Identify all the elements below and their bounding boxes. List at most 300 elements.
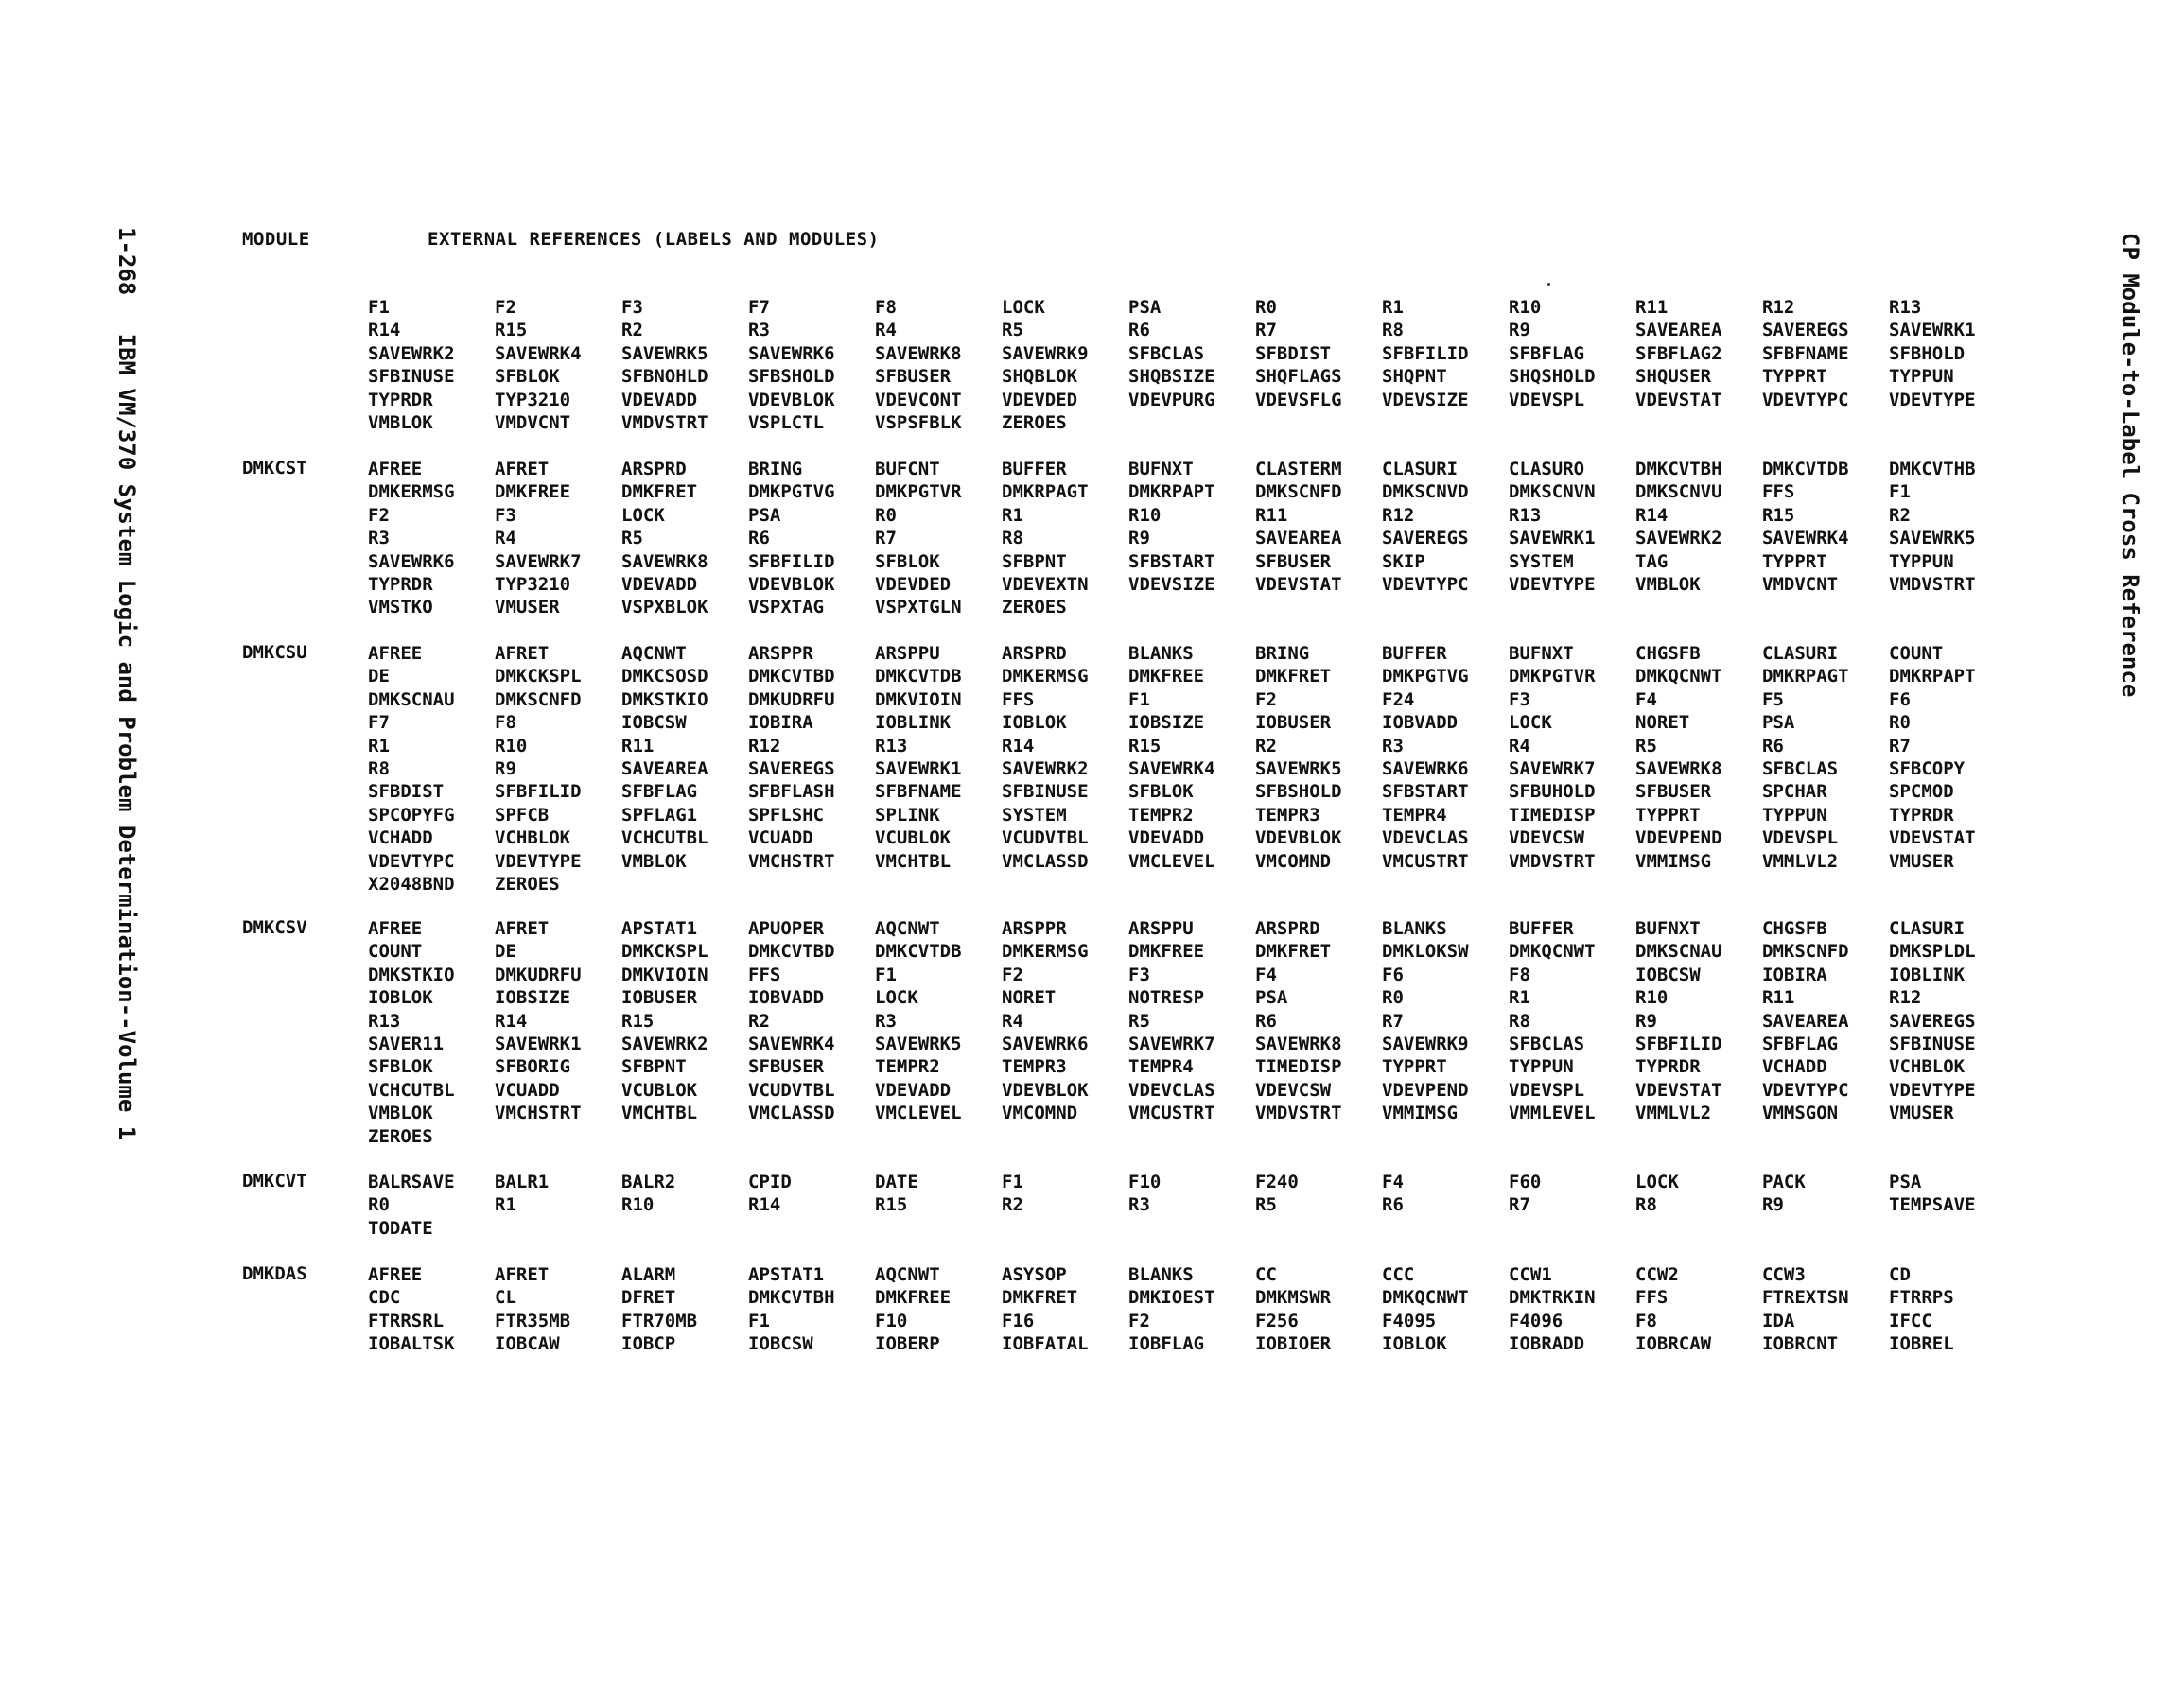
reference-label: SFBDIST [1255, 342, 1332, 364]
reference-label: F8 [1635, 1310, 1657, 1331]
reference-label: VCUBLOK [621, 1079, 698, 1101]
reference-label: R7 [1889, 735, 1911, 757]
reference-label: BUFFER [1002, 459, 1067, 479]
reference-label: TIMEDISP [1255, 1056, 1342, 1078]
reference-label: SFBFLAG [1762, 1033, 1839, 1054]
reference-label: R3 [875, 1010, 897, 1032]
reference-label: VDEVSIZE [1128, 573, 1215, 595]
reference-label: DMKSCNFD [495, 688, 582, 710]
reference-label: DMKCVTDB [875, 666, 962, 687]
reference-label: TYP3210 [495, 389, 571, 410]
reference-label: DMKQCNWT [1509, 941, 1596, 963]
reference-label: F2 [495, 297, 516, 318]
reference-label: AFRET [495, 1264, 550, 1285]
reference-label: R8 [368, 757, 390, 779]
reference-label: R4 [495, 528, 516, 549]
reference-label: TYPPRT [1762, 366, 1827, 388]
reference-label: SAVEWRK2 [1002, 757, 1089, 779]
reference-label: SFBSHOLD [1255, 781, 1342, 803]
reference-label: R3 [1128, 1194, 1150, 1216]
reference-label: SAVEWRK4 [748, 1033, 835, 1054]
reference-label: VDEVBLOK [748, 389, 835, 410]
reference-label: F10 [875, 1310, 908, 1331]
reference-label: R10 [621, 1194, 655, 1216]
reference-label: IOBSIZE [495, 987, 571, 1009]
reference-label: BUFFER [1382, 643, 1447, 664]
reference-label: DMKSCNFD [1762, 941, 1849, 963]
reference-label: ARSPRD [1002, 643, 1067, 664]
reference-label: R1 [1382, 297, 1404, 318]
reference-label: BALRSAVE [368, 1172, 455, 1192]
reference-label: IOBERP [875, 1333, 940, 1355]
reference-label: SFBLOK [875, 550, 940, 572]
reference-label: BRING [748, 459, 803, 479]
reference-label: VMCUSTRT [1128, 1103, 1215, 1124]
reference-label: R1 [1509, 987, 1530, 1009]
reference-label: VMDVSTRT [1889, 573, 1976, 595]
reference-label: R12 [1382, 504, 1415, 526]
reference-label: SAVEAREA [1635, 320, 1722, 341]
reference-label: FTR35MB [495, 1310, 571, 1331]
reference-label: VSPXTAG [748, 597, 825, 618]
reference-label: F3 [621, 297, 643, 318]
reference-label: SAVEREGS [1762, 320, 1849, 341]
reference-label: SFBSTART [1128, 550, 1215, 572]
reference-label: ZEROES [495, 873, 560, 895]
reference-label: VDEVSTAT [1889, 827, 1976, 849]
reference-label: F6 [1889, 688, 1911, 710]
reference-label: VDEVTYPC [1762, 1079, 1849, 1101]
reference-label: DMKQCNWT [1382, 1287, 1469, 1309]
reference-label: R8 [1635, 1194, 1657, 1216]
reference-label: CHGSFB [1635, 643, 1701, 664]
reference-label: BALR1 [495, 1172, 550, 1192]
reference-label: DMKQCNWT [1635, 666, 1722, 687]
reference-label: CCW1 [1509, 1264, 1552, 1285]
reference-label: IOBFLAG [1128, 1333, 1205, 1355]
reference-label: VDEVTYPC [368, 850, 455, 872]
reference-label: SYSTEM [1002, 804, 1067, 826]
reference-label: VMCLEVEL [1128, 850, 1215, 872]
reference-label: R14 [1635, 504, 1669, 526]
reference-label: TYPRDR [368, 389, 433, 410]
reference-label: VDEVBLOK [1002, 1079, 1089, 1101]
reference-label: DMKPGTVR [1509, 666, 1596, 687]
reference-label: R11 [1255, 504, 1288, 526]
reference-label: R0 [1255, 297, 1277, 318]
reference-label: VDEVADD [621, 389, 698, 410]
reference-label: VDEVCLAS [1128, 1079, 1215, 1101]
reference-label: TYPRDR [1635, 1056, 1701, 1078]
reference-label: IOBRADD [1509, 1333, 1585, 1355]
reference-label: SAVEAREA [1762, 1010, 1849, 1032]
reference-label: R13 [1509, 504, 1542, 526]
reference-label: SFBFLAG [621, 781, 698, 803]
reference-label: SAVEWRK7 [1509, 757, 1596, 779]
reference-label: VSPSFBLK [875, 411, 962, 433]
reference-label: DMKVIOIN [621, 964, 708, 985]
reference-label: FFS [1635, 1287, 1669, 1309]
reference-label: DMKFREE [1128, 941, 1205, 963]
reference-label: R9 [1635, 1010, 1657, 1032]
reference-label: R15 [495, 320, 528, 341]
reference-label: TODATE [368, 1217, 433, 1239]
reference-label: DATE [875, 1172, 918, 1192]
reference-label: DE [495, 941, 516, 963]
reference-label: VCUDVTBL [748, 1079, 835, 1101]
references-grid [368, 458, 2016, 619]
reference-label: FTRRPS [1889, 1287, 1954, 1309]
reference-label: BUFCNT [875, 459, 940, 479]
reference-label: DMKFRET [1255, 941, 1332, 963]
reference-label: TEMPR3 [1255, 804, 1320, 826]
reference-label: TYPPUN [1509, 1056, 1574, 1078]
reference-label: R0 [1382, 987, 1404, 1009]
reference-label: F10 [1128, 1172, 1162, 1192]
reference-label: ZEROES [368, 1125, 433, 1147]
reference-label: R5 [1002, 320, 1023, 341]
reference-label: R10 [495, 735, 528, 757]
reference-label: CCW3 [1762, 1264, 1806, 1285]
reference-label: VMBLOK [621, 850, 687, 872]
reference-label: SFBUHOLD [1509, 781, 1596, 803]
reference-label: BALR2 [621, 1172, 676, 1192]
reference-label: SFBNOHLD [621, 366, 708, 388]
book-title: IBM VM/370 System Logic and Problem Determination--Volume 1 [114, 333, 140, 1140]
reference-label: TYPRDR [1889, 804, 1954, 826]
reference-label: IOBREL [1889, 1333, 1954, 1355]
reference-label: SPCMOD [1889, 781, 1954, 803]
reference-label: VSPXBLOK [621, 597, 708, 618]
reference-label: IOBVADD [748, 987, 825, 1009]
reference-label: VMCHTBL [621, 1103, 698, 1124]
reference-label: VMDVCNT [495, 411, 571, 433]
reference-label: F4096 [1509, 1310, 1564, 1331]
reference-label: FTREXTSN [1762, 1287, 1849, 1309]
reference-label: VMBLOK [1635, 573, 1701, 595]
reference-label: R14 [495, 1010, 528, 1032]
reference-label: SFBFLAG2 [1635, 342, 1722, 364]
reference-label: VCUBLOK [875, 827, 952, 849]
reference-label: VMMIMSG [1382, 1103, 1459, 1124]
reference-label: VCUADD [748, 827, 813, 849]
reference-label: ASYSOP [1002, 1264, 1067, 1285]
reference-label: SFBINUSE [1002, 781, 1089, 803]
reference-label: CLASTERM [1255, 459, 1342, 479]
reference-label: SHQBLOK [1002, 366, 1078, 388]
reference-label: VCHADD [368, 827, 433, 849]
reference-label: SAVEWRK2 [1635, 528, 1722, 549]
reference-label: COUNT [1889, 643, 1944, 664]
reference-label: DMKTRKIN [1509, 1287, 1596, 1309]
reference-label: DMKCVTBD [748, 666, 835, 687]
module-name: DMKCSV [242, 917, 307, 938]
reference-label: AFREE [368, 918, 423, 939]
reference-label: DMKSTKIO [621, 688, 708, 710]
reference-label: DMKRPAPT [1889, 666, 1976, 687]
reference-label: IOBUSER [621, 987, 698, 1009]
reference-label: AFRET [495, 459, 550, 479]
reference-label: SYSTEM [1509, 550, 1574, 572]
reference-label: AQCNWT [621, 643, 687, 664]
reference-label: VDEVSPL [1509, 389, 1585, 410]
reference-label: R12 [1889, 987, 1922, 1009]
reference-label: DMKLOKSW [1382, 941, 1469, 963]
reference-label: SFBLOK [1128, 781, 1194, 803]
module-column-header: MODULE [242, 229, 310, 250]
reference-label: VDEVSPL [1509, 1079, 1585, 1101]
reference-label: DMKSPLDL [1889, 941, 1976, 963]
reference-label: F1 [368, 297, 390, 318]
reference-label: VMMLVL2 [1762, 850, 1839, 872]
reference-label: VDEVTYPE [495, 850, 582, 872]
reference-label: VMCOMND [1002, 1103, 1078, 1124]
reference-label: TYPPRT [1635, 804, 1701, 826]
reference-label: SAVEAREA [1255, 528, 1342, 549]
module-name: DMKCST [242, 458, 307, 478]
reference-label: NORET [1635, 712, 1690, 734]
reference-label: IOBRCNT [1762, 1333, 1839, 1355]
reference-label: DMKSTKIO [368, 964, 455, 985]
reference-label: VMDVSTRT [1509, 850, 1596, 872]
reference-label: SFBUSER [1255, 550, 1332, 572]
reference-label: SFBUSER [875, 366, 952, 388]
reference-label: DMKPGTVR [875, 481, 962, 503]
reference-label: AQCNWT [875, 1264, 940, 1285]
reference-label: VCUADD [495, 1079, 560, 1101]
reference-label: VMCOMND [1255, 850, 1332, 872]
reference-label: VMMIMSG [1635, 850, 1712, 872]
reference-label: IOBIOER [1255, 1333, 1332, 1355]
reference-label: SAVEWRK1 [1889, 320, 1976, 341]
reference-label: SFBLOK [495, 366, 560, 388]
reference-label: TYPPRT [1762, 550, 1827, 572]
reference-label: TEMPR2 [1128, 804, 1194, 826]
reference-label: R7 [875, 528, 897, 549]
reference-label: R7 [1509, 1194, 1530, 1216]
reference-label: ZEROES [1002, 411, 1067, 433]
reference-label: DMKCSOSD [621, 666, 708, 687]
reference-label: R13 [368, 1010, 401, 1032]
reference-label: R9 [495, 757, 516, 779]
reference-label: VDEVBLOK [748, 573, 835, 595]
reference-label: IOBCAW [495, 1333, 560, 1355]
reference-label: TYPPRT [1382, 1056, 1447, 1078]
reference-label: ARSPRD [1255, 918, 1320, 939]
reference-label: DMKMSWR [1255, 1287, 1332, 1309]
reference-label: F1 [1889, 481, 1911, 503]
reference-label: R6 [1762, 735, 1784, 757]
reference-label: BLANKS [1382, 918, 1447, 939]
reference-label: SHQBSIZE [1128, 366, 1215, 388]
reference-label: VMCLEVEL [875, 1103, 962, 1124]
reference-label: VDEVSTAT [1255, 573, 1342, 595]
reference-label: FFS [1762, 481, 1795, 503]
reference-label: DMKFREE [875, 1287, 952, 1309]
reference-label: SAVEWRK5 [1255, 757, 1342, 779]
reference-label: VDEVPURG [1128, 389, 1215, 410]
reference-label: LOCK [1509, 712, 1552, 734]
reference-label: F256 [1255, 1310, 1299, 1331]
reference-label: TEMPR3 [1002, 1056, 1067, 1078]
reference-label: R4 [1002, 1010, 1023, 1032]
reference-label: DMKSCNAU [368, 688, 455, 710]
reference-label: IOBLINK [875, 712, 952, 734]
reference-label: SPFLAG1 [621, 804, 698, 826]
reference-label: VMBLOK [368, 411, 433, 433]
reference-label: SHQUSER [1635, 366, 1712, 388]
reference-label: R9 [1762, 1194, 1784, 1216]
reference-label: VDEVSPL [1762, 827, 1839, 849]
reference-label: VSPLCTL [748, 411, 825, 433]
reference-label: R3 [368, 528, 390, 549]
reference-label: R11 [1762, 987, 1795, 1009]
reference-label: SFBDIST [368, 781, 445, 803]
reference-label: SAVEWRK1 [495, 1033, 582, 1054]
references-grid [368, 642, 2016, 896]
reference-label: IOBIRA [1762, 964, 1827, 985]
reference-label: F4 [1255, 964, 1277, 985]
reference-label: R10 [1635, 987, 1669, 1009]
reference-label: SHQPNT [1382, 366, 1447, 388]
reference-label: VDEVBLOK [1255, 827, 1342, 849]
reference-label: SFBCLAS [1762, 757, 1839, 779]
reference-label: SAVEWRK5 [875, 1033, 962, 1054]
reference-label: VCHADD [1762, 1056, 1827, 1078]
reference-label: DMKRPAPT [1128, 481, 1215, 503]
reference-label: AFRET [495, 643, 550, 664]
reference-label: SFBINUSE [368, 366, 455, 388]
reference-label: FTRRSRL [368, 1310, 445, 1331]
reference-label: R10 [1509, 297, 1542, 318]
reference-label: IOBFATAL [1002, 1333, 1089, 1355]
reference-label: TYPRDR [368, 573, 433, 595]
reference-label: R3 [748, 320, 770, 341]
reference-label: DMKUDRFU [495, 964, 582, 985]
reference-label: DMKPGTVG [1382, 666, 1469, 687]
reference-label: BUFFER [1509, 918, 1574, 939]
reference-label: VDEVDED [1002, 389, 1078, 410]
reference-label: FTR70MB [621, 1310, 698, 1331]
reference-label: DMKVIOIN [875, 688, 962, 710]
reference-label: AFREE [368, 459, 423, 479]
reference-label: VMCHSTRT [495, 1103, 582, 1124]
reference-label: VMCUSTRT [1382, 850, 1469, 872]
reference-label: SAVEWRK9 [1382, 1033, 1469, 1054]
reference-label: F16 [1002, 1310, 1035, 1331]
reference-label: DMKFREE [1128, 666, 1205, 687]
reference-label: VCHCUTBL [368, 1079, 455, 1101]
reference-label: VMDVCNT [1762, 573, 1839, 595]
reference-label: IDA [1762, 1310, 1795, 1331]
reference-label: R0 [875, 504, 897, 526]
reference-label: IOBLOK [1002, 712, 1067, 734]
reference-label: DMKFREE [495, 481, 571, 503]
reference-label: R4 [1509, 735, 1530, 757]
reference-label: VDEVPEND [1635, 827, 1722, 849]
reference-label: IOBCSW [1635, 964, 1701, 985]
reference-label: CDC [368, 1287, 401, 1309]
reference-label: VDEVSTAT [1635, 389, 1722, 410]
references-grid [368, 917, 2016, 1148]
reference-label: F60 [1509, 1172, 1542, 1192]
reference-label: VCHBLOK [495, 827, 571, 849]
reference-label: BUFNXT [1509, 643, 1574, 664]
reference-label: IOBCSW [621, 712, 687, 734]
reference-label: VMMSGON [1762, 1103, 1839, 1124]
reference-label: APSTAT1 [621, 918, 698, 939]
reference-label: SAVEWRK4 [1128, 757, 1215, 779]
reference-label: SFBCLAS [1509, 1033, 1585, 1054]
reference-label: PSA [1255, 987, 1288, 1009]
reference-label: SAVEWRK1 [1509, 528, 1596, 549]
reference-label: IOBRCAW [1635, 1333, 1712, 1355]
reference-label: DMKRPAGT [1762, 666, 1849, 687]
reference-label: ALARM [621, 1264, 676, 1285]
reference-label: LOCK [1002, 297, 1045, 318]
reference-label: DMKCVTDB [1762, 459, 1849, 479]
reference-label: SFBORIG [495, 1056, 571, 1078]
reference-label: VDEVCONT [875, 389, 962, 410]
reference-label: SFBFILID [748, 550, 835, 572]
reference-label: IOBLOK [368, 987, 433, 1009]
reference-label: CCC [1382, 1264, 1415, 1285]
reference-label: DMKFRET [621, 481, 698, 503]
reference-label: R2 [1002, 1194, 1023, 1216]
reference-label: FFS [748, 964, 781, 985]
left-margin-caption [114, 227, 140, 1139]
reference-label: SFBFILID [1382, 342, 1469, 364]
reference-label: SHQSHOLD [1509, 366, 1596, 388]
reference-label: LOCK [875, 987, 918, 1009]
reference-label: SAVEREGS [748, 757, 835, 779]
reference-label: APUOPER [748, 918, 825, 939]
reference-label: SFBFILID [495, 781, 582, 803]
reference-label: VDEVTYPE [1889, 1079, 1976, 1101]
reference-label: R0 [368, 1194, 390, 1216]
reference-label: F1 [1128, 688, 1150, 710]
reference-label: DMKCKSPL [621, 941, 708, 963]
reference-label: R2 [1889, 504, 1911, 526]
reference-label: F24 [1382, 688, 1415, 710]
reference-label: IOBVADD [1382, 712, 1459, 734]
reference-label: DMKFRET [1255, 666, 1332, 687]
reference-label: SAVEWRK5 [1889, 528, 1976, 549]
reference-label: VMMLVL2 [1635, 1103, 1712, 1124]
reference-label: SHQFLAGS [1255, 366, 1342, 388]
reference-label: DMKSCNVN [1509, 481, 1596, 503]
reference-label: R15 [875, 1194, 908, 1216]
stray-mark [1547, 283, 1550, 286]
reference-label: R10 [1128, 504, 1162, 526]
reference-label: SFBINUSE [1889, 1033, 1976, 1054]
reference-label: DMKCVTBH [748, 1287, 835, 1309]
reference-label: SAVEWRK2 [368, 342, 455, 364]
reference-label: IOBALTSK [368, 1333, 455, 1355]
reference-label: PSA [1128, 297, 1162, 318]
reference-label: VMUSER [495, 597, 560, 618]
reference-label: VMCHSTRT [748, 850, 835, 872]
reference-label: SFBUSER [748, 1056, 825, 1078]
reference-label: VDEVCSW [1509, 827, 1585, 849]
reference-label: F1 [748, 1310, 770, 1331]
reference-label: CHGSFB [1762, 918, 1827, 939]
reference-label: SAVEWRK8 [621, 550, 708, 572]
reference-label: SAVEWRK1 [875, 757, 962, 779]
reference-label: VMCLASSD [1002, 850, 1089, 872]
reference-label: COUNT [368, 941, 423, 963]
module-name: DMKCSU [242, 642, 307, 663]
